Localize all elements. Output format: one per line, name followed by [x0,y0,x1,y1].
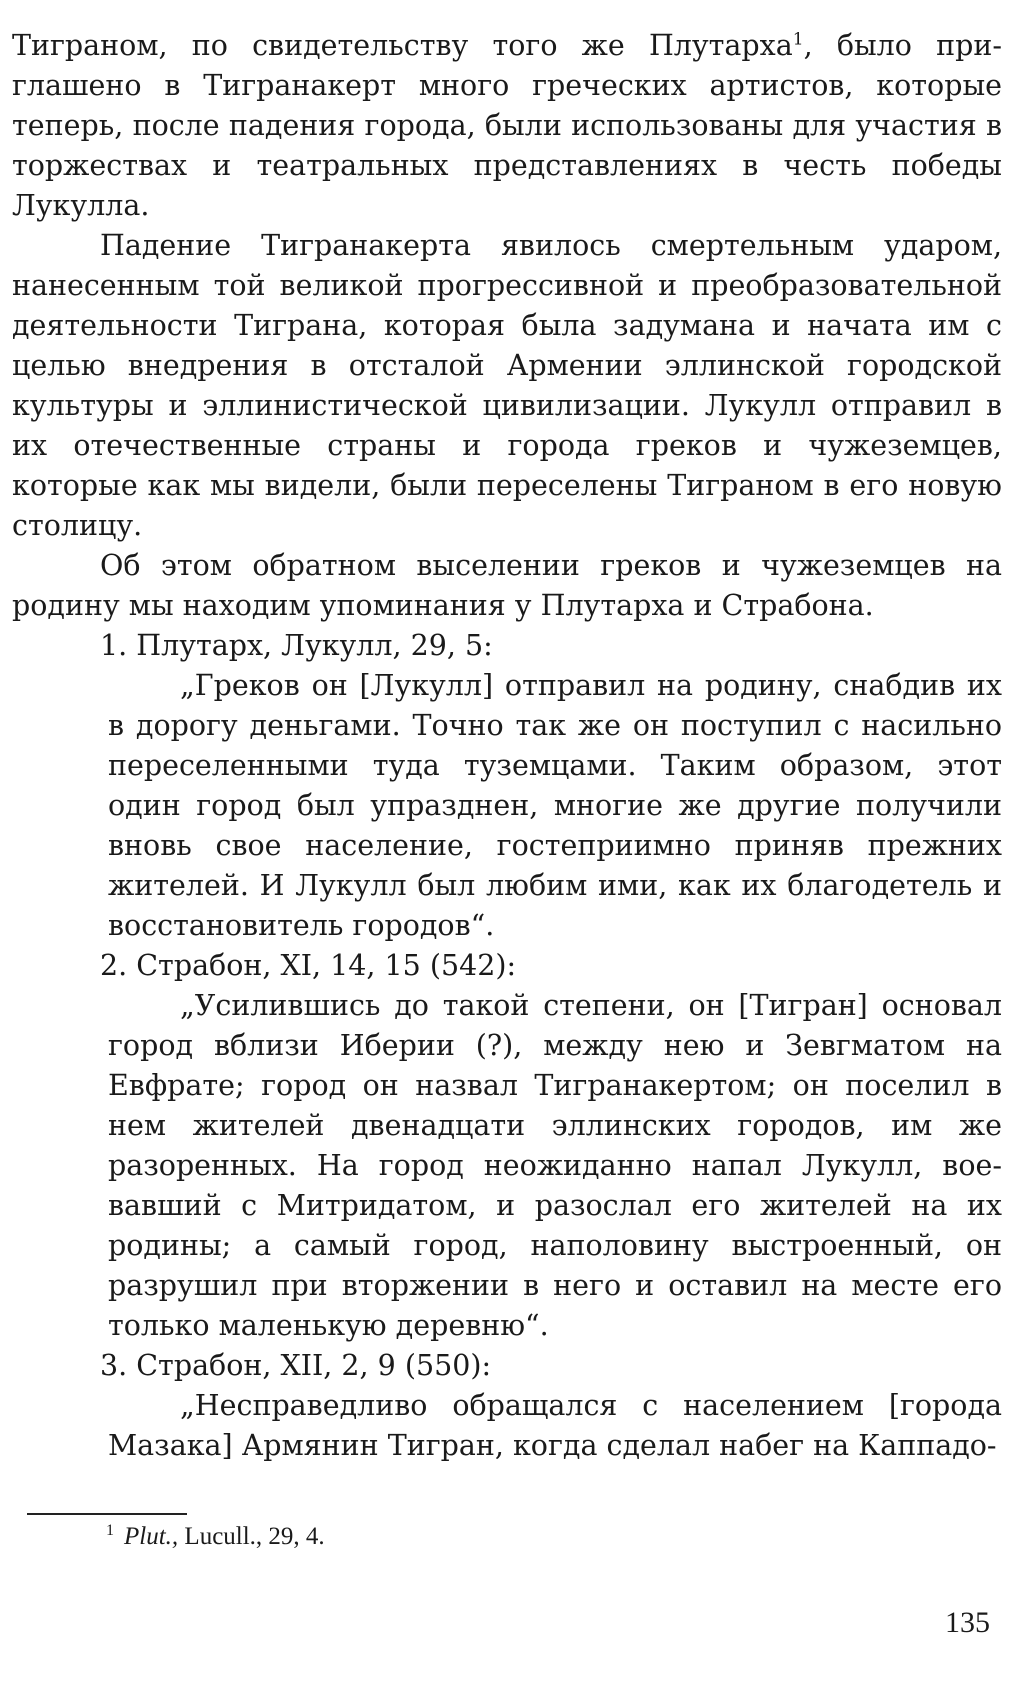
source-strabo-xi: 2. Страбон, XI, 14, 15 (542): [100,949,517,982]
source-plutarch: 1. Плутарх, Лукулл, 29, 5: [100,629,493,662]
quote-plutarch: „Греков он [Лукулл] отправил на родину, снабдив их в дорогу деньгами. Точно так же он поступил с насильно переселенными туда туземцами. Таким образом, этот один город был упразднен, многие же другие получили вновь свое население, гостеприимно приняв прежних жителей. И Лукулл был любим ими, как их благодетель и восстановитель городов“. [108,669,1002,942]
footnote-number: 1 [106,1521,114,1539]
paragraph-tigranakert-artists [12,26,1002,226]
quote-strabo-xii: „Несправедливо обращался с населением [города Мазака] Армянин Тигран, когда сделал набег на Каппадо- [108,1389,1002,1462]
footnote-author: Plut., [124,1523,179,1550]
source-strabo-xii: 3. Страбон, XII, 2, 9 (550): [100,1349,492,1382]
footnote-reference[interactable]: 1 [792,29,804,50]
page-number: 135 [945,1606,990,1639]
footnote-divider [27,1513,187,1515]
paragraph-text: Тиграном, по свидетельству того же Плутарха [12,29,793,62]
footnote [106,1520,325,1554]
page-text [12,26,1002,1466]
paragraph-fall-of-tigranakert: Падение Тигранакерта явилось смертельным ударом, нанесенным той великой прогрессивной и преобразовательной деятельности Тиграна, которая была задумана и начата им с целью внедрения в отсталой Армении эллинской городской культуры и эллинистической цивилизации. Лукулл отправил в их отечественные страны и города греков и чужеземцев, которые как мы видели, были переселены Тиграном в его новую столицу. [12,229,1002,542]
paragraph-text-continued: , было приглашено в Тигранакерт много греческих артистов, которые теперь, после падения города, были использованы для участия в торжествах и театральных представлениях в честь победы Лукулла. [12,29,1002,222]
paragraph-return-of-greeks: Об этом обратном выселении греков и чужеземцев на родину мы находим упоминания у Плутарха и Страбона. [12,549,1002,622]
quote-strabo-xi: „Усилившись до такой степени, он [Тигран] основал город вблизи Иберии (?), между нею и Зевгматом на Евфрате; город он назвал Тигранакертом; он поселил в нем жителей двенадцати эллинских городов, им же разоренных. На город неожиданно напал Лукулл, воевавший с Митридатом, и разослал его жителей на их родины; а самый город, наполовину выстроенный, он разрушил при вторжении в него и оставил на месте его только маленькую деревню“. [108,989,1002,1342]
footnote-citation: Lucull., 29, 4. [178,1523,325,1550]
